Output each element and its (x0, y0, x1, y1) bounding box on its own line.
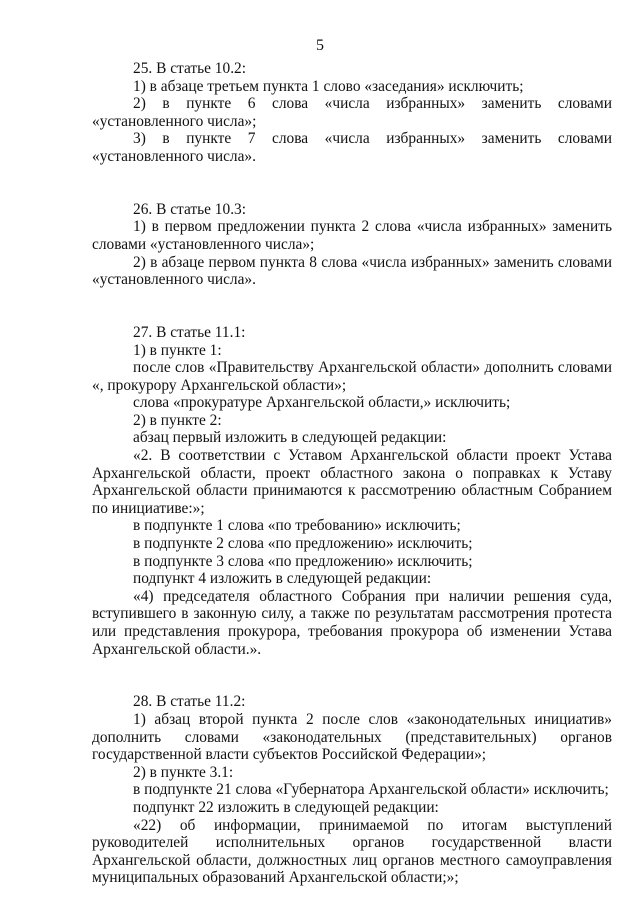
amendment-paragraph: 1) в пункте 1: (133, 341, 222, 359)
amendment-paragraph: 2) в пункте 6 слова «числа избранных» заменить словами «установленного числа»; (92, 95, 612, 130)
page-number: 5 (316, 37, 324, 54)
amendment-paragraph: в подпункте 21 слова «Губернатора Архангельской области» исключить; (133, 781, 609, 799)
amendment-paragraph: 1) абзац второй пункта 2 после слов «законодательных инициатив» дополнить словами «законодательных (представительных) органов государственной власти субъектов Российской Федерации»; (92, 710, 612, 764)
amendment-paragraph: «2. В соответствии с Уставом Архангельской области проект Устава Архангельской области, проект областного закона о поправках к Уставу Архангельской области принимаются к рассмотрению областным Собранием по инициативе:»; (92, 447, 612, 517)
article-section (92, 324, 612, 658)
amendment-paragraph: 2) в пункте 3.1: (133, 763, 234, 781)
article-section (92, 60, 612, 166)
article-section (92, 201, 612, 289)
amendment-paragraph: в подпункте 2 слова «по предложению» исключить; (133, 535, 473, 553)
amendment-paragraph: после слов «Правительству Архангельской области» дополнить словами «, прокурору Архангельской области»; (92, 359, 612, 394)
amendment-paragraph: в подпункте 1 слова «по требованию» исключить; (133, 517, 461, 535)
section-heading: 26. В статье 10.3: (133, 200, 247, 218)
document-body (92, 60, 612, 887)
amendment-paragraph: 3) в пункте 7 слова «числа избранных» заменить словами «установленного числа». (92, 130, 612, 165)
amendment-paragraph: «4) председателя областного Собрания при наличии решения суда, вступившего в законную силу, а также по результатам рассмотрения протеста или представления прокурора, требования прокурора об изменении Устава Архангельской области.». (92, 587, 612, 658)
amendment-paragraph: подпункт 22 изложить в следующей редакции: (133, 798, 439, 816)
amendment-paragraph: абзац первый изложить в следующей редакции: (133, 429, 447, 447)
amendment-paragraph: 2) в пункте 2: (133, 411, 222, 429)
amendment-paragraph: 2) в абзаце первом пункта 8 слова «числа избранных» заменить словами «установленного числа». (92, 253, 612, 289)
section-heading: 25. В статье 10.2: (133, 60, 247, 77)
amendment-paragraph: 1) в абзаце третьем пункта 1 слово «заседания» исключить; (133, 77, 524, 95)
amendment-paragraph: в подпункте 3 слова «по предложению» исключить; (133, 552, 473, 570)
amendment-paragraph: слова «прокуратуре Архангельской области,» исключить; (133, 394, 511, 412)
amendment-paragraph: «22) об информации, принимаемой по итогам выступлений руководителей исполнительных органов государственной власти Архангельской области, должностных лиц органов местного самоуправления муниципальных образований Архангельской области;»; (92, 816, 612, 887)
amendment-paragraph: 1) в первом предложении пункта 2 слова «числа избранных» заменить словами «установленного числа»; (92, 218, 612, 253)
section-heading: 27. В статье 11.1: (133, 323, 246, 341)
amendment-paragraph: подпункт 4 изложить в следующей редакции: (133, 570, 432, 588)
article-section (92, 693, 612, 887)
section-heading: 28. В статье 11.2: (133, 693, 246, 711)
